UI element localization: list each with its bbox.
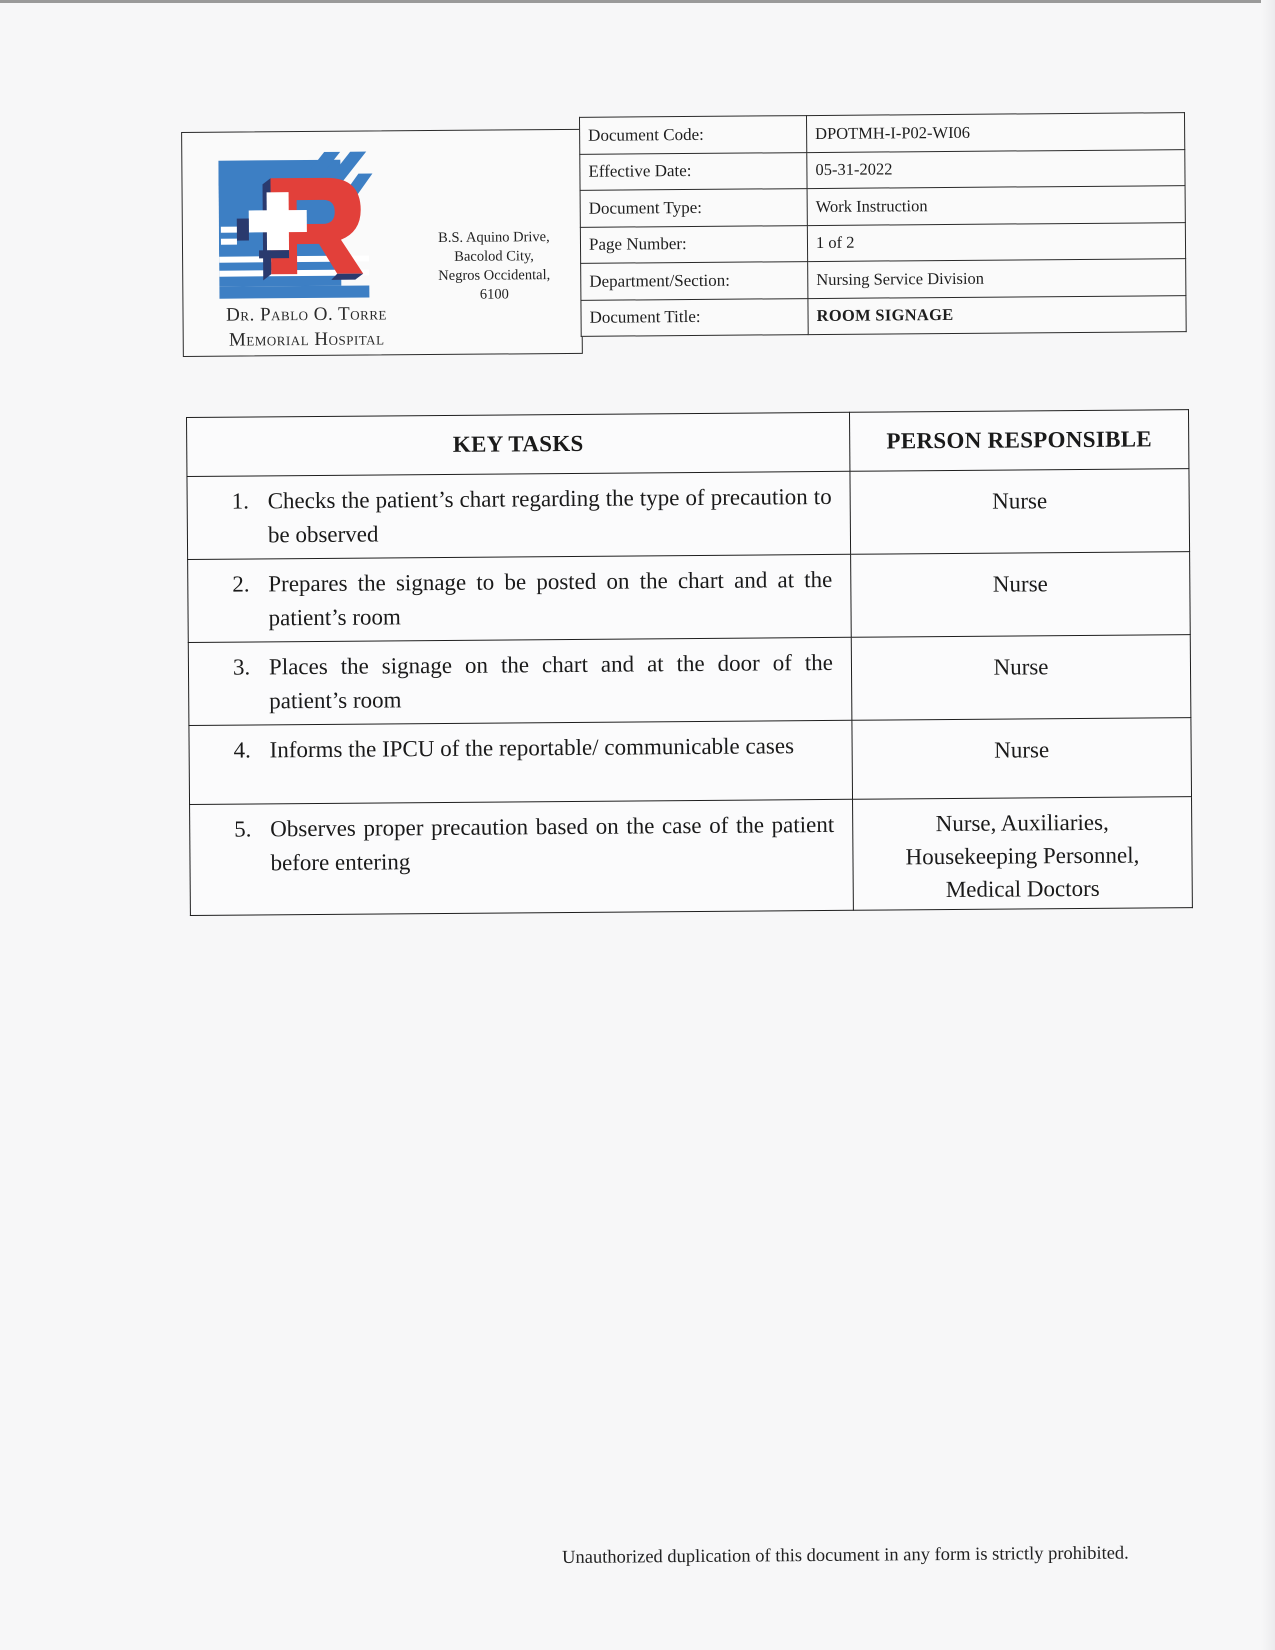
meta-value: 05-31-2022 — [807, 149, 1185, 188]
hospital-info-box — [181, 129, 583, 357]
meta-label: Department/Section: — [581, 262, 808, 300]
task-number: 1. — [231, 488, 250, 514]
responsible-cell — [851, 552, 1191, 638]
task-text: Checks the patient’s chart regarding the type of precaution to be observed — [267, 483, 832, 548]
task-number: 3. — [232, 654, 251, 680]
address-line: 6100 — [479, 286, 509, 303]
scan-top-edge — [0, 0, 1275, 3]
meta-label: Effective Date: — [580, 152, 807, 190]
scan-right-edge — [1261, 0, 1275, 1650]
task-number: 2. — [232, 571, 250, 597]
task-cell — [188, 637, 852, 725]
meta-value: Nursing Service Division — [808, 259, 1186, 298]
responsible-text: Housekeeping Personnel, — [905, 842, 1140, 870]
hospital-name-line2: Memorial Hospital — [228, 328, 385, 351]
responsible-cell — [850, 469, 1190, 555]
table-row — [187, 469, 1190, 560]
meta-label: Document Type: — [580, 189, 807, 227]
key-tasks-section — [186, 409, 1193, 916]
footer-notice: Unauthorized duplication of this document in any form is strictly prohibited. — [562, 1543, 1129, 1568]
meta-value: DPOTMH-I-P02-WI06 — [806, 113, 1184, 152]
document-header — [181, 112, 1187, 360]
responsible-cell — [852, 718, 1192, 800]
task-text: Prepares the signage to be posted on the chart and at the patient’s room — [268, 566, 833, 631]
meta-row — [581, 259, 1186, 300]
document-meta-table — [579, 112, 1187, 337]
key-tasks-table — [186, 409, 1193, 916]
responsible-cell — [851, 635, 1191, 721]
hospital-address — [419, 228, 570, 305]
hospital-logo-icon — [218, 151, 375, 300]
task-cell — [187, 471, 851, 559]
task-cell — [188, 554, 852, 642]
responsible-text: Medical Doctors — [945, 875, 1100, 903]
task-cell — [190, 799, 854, 915]
table-row — [189, 718, 1192, 805]
task-text: Places the signage on the chart and at the door of the patient’s room — [268, 649, 834, 714]
address-line: B.S. Aquino Drive, — [438, 229, 550, 246]
task-number: 5. — [234, 816, 252, 842]
meta-label: Document Title: — [581, 298, 808, 336]
person-responsible-header: PERSON RESPONSIBLE — [849, 410, 1188, 472]
table-row — [190, 797, 1193, 916]
meta-value: Work Instruction — [807, 186, 1185, 225]
meta-label: Page Number: — [580, 225, 807, 263]
hospital-name-line1: Dr. Pablo O. Torre — [226, 303, 387, 326]
responsible-text: Nurse — [994, 737, 1050, 763]
responsible-cell — [853, 797, 1193, 911]
responsible-text: Nurse — [992, 488, 1048, 514]
responsible-text: Nurse — [993, 654, 1049, 680]
document-title-value: ROOM SIGNAGE — [808, 295, 1186, 334]
table-row — [188, 635, 1191, 726]
meta-row — [580, 222, 1185, 263]
responsible-text: Nurse — [992, 571, 1048, 597]
table-row — [188, 552, 1191, 643]
task-text: Informs the IPCU of the reportable/ communicable cases — [269, 733, 795, 763]
task-cell — [189, 720, 853, 804]
meta-row — [580, 186, 1185, 227]
meta-row — [579, 113, 1184, 154]
task-text: Observes proper precaution based on the case of the patient before entering — [270, 811, 835, 876]
meta-row — [580, 149, 1185, 190]
task-number: 4. — [233, 737, 251, 763]
meta-label: Document Code: — [579, 116, 806, 154]
address-line: Negros Occidental, — [438, 267, 551, 284]
hospital-name — [191, 301, 421, 353]
meta-value: 1 of 2 — [807, 222, 1185, 261]
table-header-row — [187, 410, 1189, 477]
responsible-text: Nurse, Auxiliaries, — [935, 809, 1109, 837]
address-line: Bacolod City, — [454, 248, 534, 265]
meta-row — [581, 295, 1186, 336]
key-tasks-header: KEY TASKS — [187, 412, 850, 476]
